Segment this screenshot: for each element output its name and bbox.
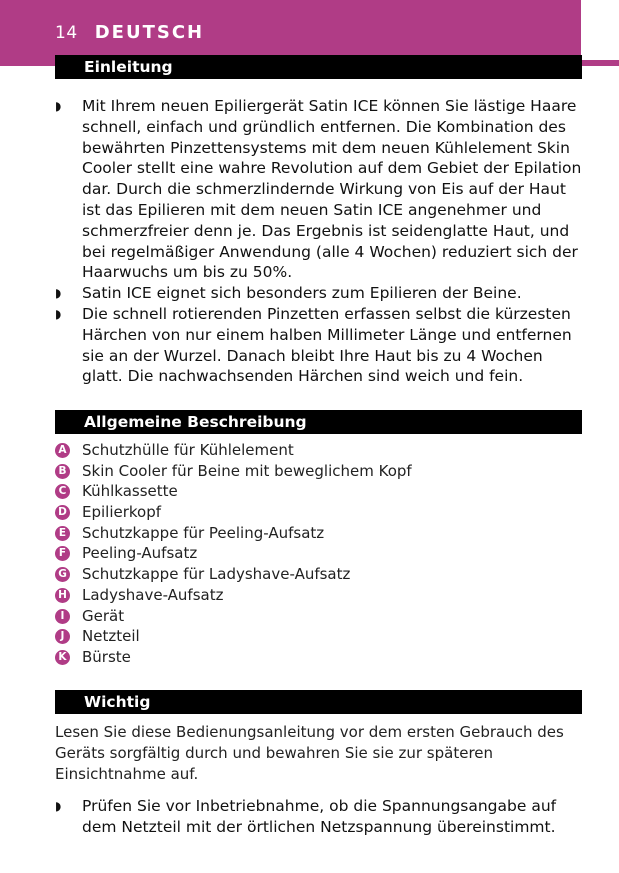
part-label: Schutzkappe für Peeling-Aufsatz: [82, 523, 325, 542]
part-label: Netzteil: [82, 627, 140, 646]
part-item: [55, 502, 585, 523]
bullet-item: [55, 796, 585, 838]
letter-badge-icon: C: [55, 484, 70, 499]
letter-badge-icon: J: [55, 629, 70, 644]
bullet-text: Mit Ihrem neuen Epiliergerät Satin ICE können Sie lästige Haare schnell, einfach und gründlich entfernen. Die Kombination des bewährten Pinzettensystems mit dem neuen Kühlelement Skin Cooler stellt eine wahre Revolution auf dem Gebiet der Epilation dar. Durch die schmerzlindernde Wirkung von Eis auf der Haut ist das Epilieren mit dem neuen Satin ICE angenehmer und schmerzfreier denn je. Das Ergebnis ist seidenglatte Haut, und bei regelmäßiger Anwendung (alle 4 Wochen) reduziert sich der Haarwuchs um bis zu 50%.: [82, 97, 582, 282]
section-heading-einleitung: Einleitung: [55, 55, 582, 79]
part-label: Bürste: [82, 647, 131, 666]
wichtig-bullet-list: [55, 796, 585, 838]
header-notch: [581, 0, 619, 60]
part-label: Epilierkopf: [82, 503, 162, 522]
bullet-item: [55, 96, 585, 283]
part-label: Schutzhülle für Kühlelement: [82, 441, 294, 459]
part-label: Peeling-Aufsatz: [82, 544, 198, 563]
part-item: [55, 440, 585, 461]
bullet-text: Prüfen Sie vor Inbetriebnahme, ob die Spannungsangabe auf dem Netzteil mit der örtlichen Netzspannung übereinstimmt.: [82, 797, 557, 836]
bullet-icon: ◗: [55, 306, 62, 321]
bullet-icon: ◗: [55, 286, 62, 301]
part-item: [55, 647, 585, 668]
section-heading-beschreibung: Allgemeine Beschreibung: [55, 410, 582, 434]
bullet-text: Die schnell rotierenden Pinzetten erfassen selbst die kürzesten Härchen von nur einem halben Millimeter Länge und entfernen sie an der Wurzel. Danach bleibt Ihre Haut bis zu 4 Wochen glatt. Die nachwachsenden Härchen sind weich und fein.: [82, 304, 572, 386]
part-item: [55, 606, 585, 627]
part-label: Ladyshave-Aufsatz: [82, 585, 224, 604]
bullet-text: Satin ICE eignet sich besonders zum Epilieren der Beine.: [82, 284, 522, 303]
page-header: [55, 22, 204, 43]
letter-badge-icon: H: [55, 588, 70, 603]
part-item: [55, 626, 585, 647]
language-title: DEUTSCH: [94, 22, 205, 43]
letter-badge-icon: E: [55, 526, 70, 541]
bullet-icon: ◗: [55, 799, 62, 813]
part-item: [55, 543, 585, 564]
part-label: Schutzkappe für Ladyshave-Aufsatz: [82, 565, 351, 584]
bullet-item: [55, 283, 585, 304]
parts-list: [55, 440, 585, 668]
part-item: [55, 564, 585, 585]
wichtig-paragraph: Lesen Sie diese Bedienungsanleitung vor dem ersten Gebrauch des Geräts sorgfältig durch und bewahren Sie sie zur späteren Einsichtnahme auf.: [55, 723, 564, 783]
letter-badge-icon: I: [55, 609, 70, 624]
letter-badge-icon: K: [55, 650, 70, 665]
part-label: Skin Cooler für Beine mit beweglichem Kopf: [82, 461, 412, 480]
intro-bullet-list: [55, 96, 585, 387]
bullet-icon: ◗: [55, 99, 62, 113]
letter-badge-icon: D: [55, 505, 70, 520]
part-item: [55, 481, 585, 502]
section-heading-wichtig: Wichtig: [55, 690, 582, 714]
letter-badge-icon: G: [55, 567, 70, 582]
part-item: [55, 523, 585, 544]
part-label: Kühlkassette: [82, 482, 178, 501]
letter-badge-icon: B: [55, 464, 70, 479]
part-item: [55, 585, 585, 606]
letter-badge-icon: A: [55, 443, 70, 458]
page-number: 14: [55, 23, 78, 43]
bullet-item: [55, 304, 585, 387]
part-label: Gerät: [82, 606, 125, 625]
part-item: [55, 461, 585, 482]
letter-badge-icon: F: [55, 546, 70, 561]
